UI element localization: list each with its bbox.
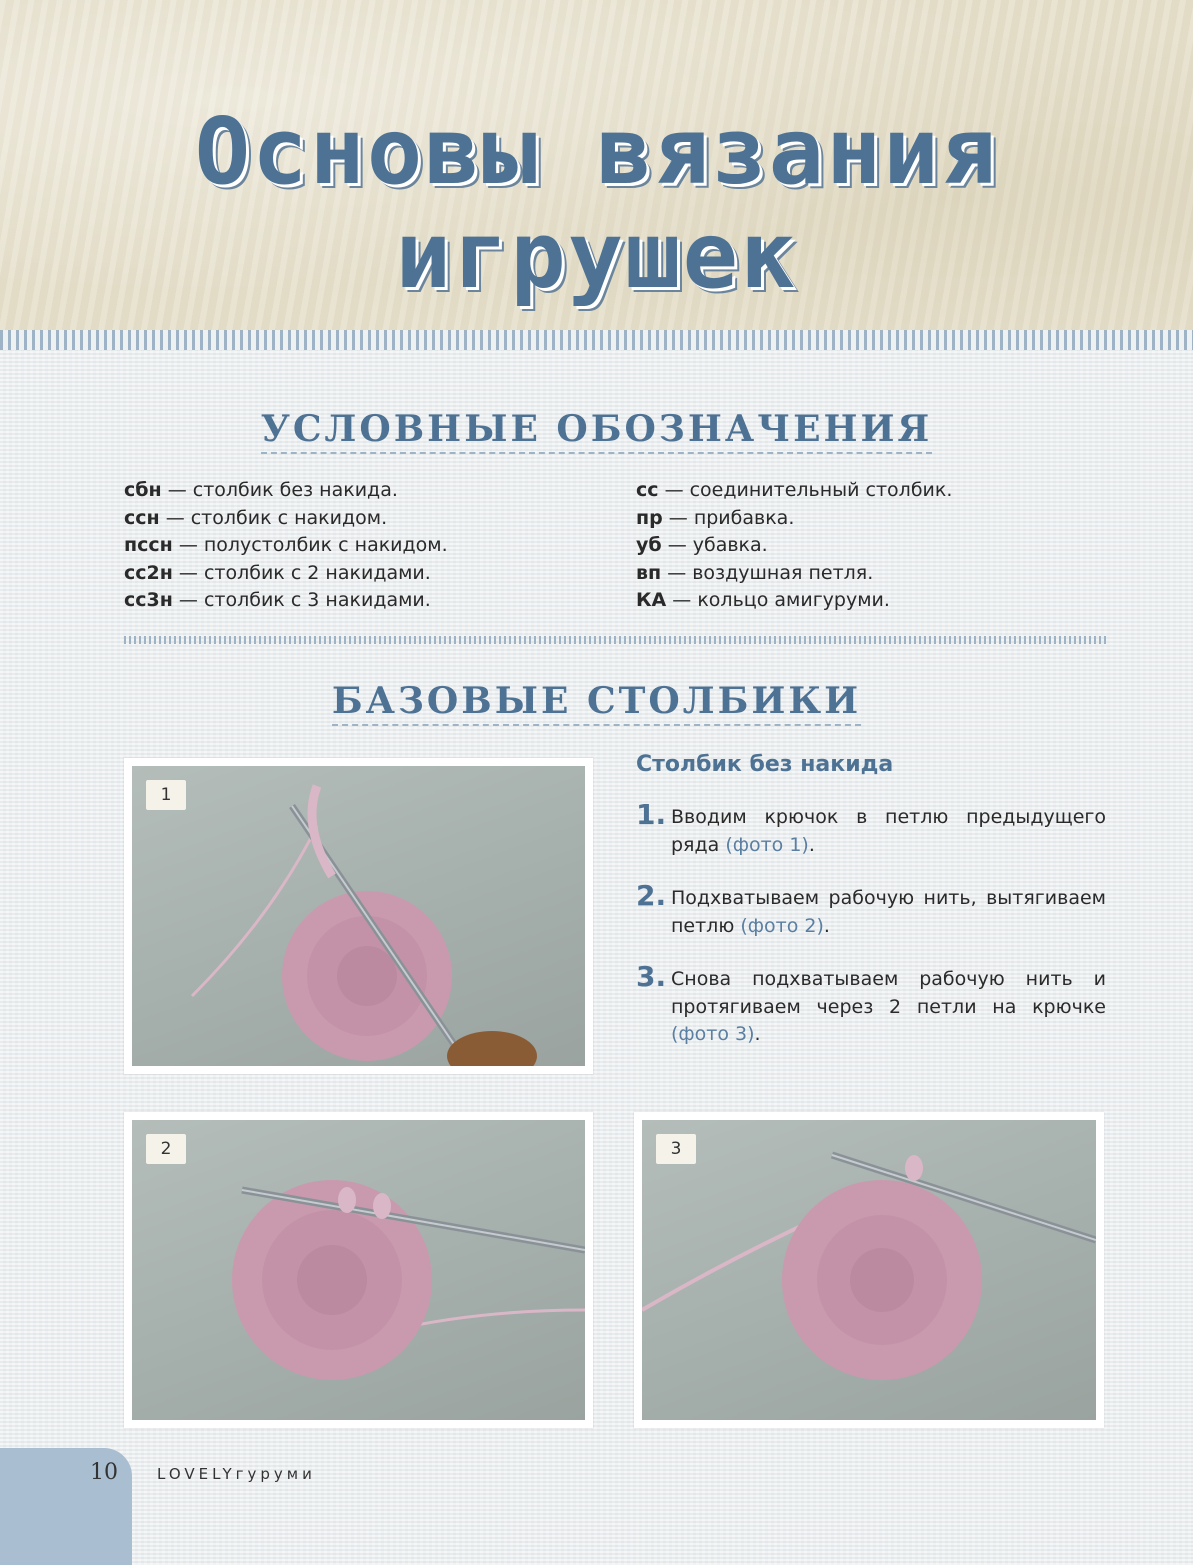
photo-1 [124, 758, 593, 1074]
legend-item [124, 505, 448, 533]
section-divider [124, 636, 1106, 644]
legend-abbr: пссн [124, 534, 173, 556]
legend-text: — кольцо амигуруми. [666, 589, 890, 611]
page-number: 10 [90, 1460, 118, 1485]
crochet-photo-2-illustration [132, 1120, 585, 1420]
photo-3-image [642, 1120, 1096, 1420]
legend-item [124, 477, 448, 505]
legend-text: — соединительный столбик. [658, 479, 953, 501]
legend-item [636, 560, 952, 588]
legend-text: — столбик без накида. [161, 479, 398, 501]
legend-item [636, 532, 952, 560]
step-text-main: Подхватываем рабочую нить, вытягиваем петлю [671, 887, 1106, 937]
step-text [671, 885, 1106, 940]
legend-abbr: КА [636, 589, 667, 611]
legend-text: — воздушная петля. [661, 561, 874, 584]
legend-item [124, 560, 448, 588]
crochet-photo-3-illustration [642, 1120, 1096, 1420]
step-text-main: Снова подхватываем рабочую нить и протягиваем через 2 петли на крючке [671, 968, 1106, 1018]
page-title-line2: игрушек [395, 202, 798, 309]
photo-reference: (фото 3) [671, 1023, 755, 1045]
legend-text: — прибавка. [662, 506, 795, 529]
page-title-line1: Основы вязания [194, 98, 999, 205]
legend-abbr: уб [636, 534, 662, 556]
crochet-photo-1-illustration [132, 766, 585, 1066]
basics-title [0, 680, 1193, 722]
instruction-step-3 [636, 960, 1106, 1049]
legend-abbr: ссн [124, 506, 160, 529]
step-number: 3. [636, 960, 667, 993]
photo-number-badge: 2 [146, 1134, 186, 1164]
step-text-end: . [808, 833, 815, 856]
photo-2-image [132, 1120, 585, 1420]
legend-title-text: УСЛОВНЫЕ ОБОЗНАЧЕНИЯ [261, 408, 933, 454]
step-text [671, 966, 1106, 1049]
step-number: 2. [636, 879, 667, 912]
step-text-main: Вводим крючок в петлю предыдущего ряда [671, 806, 1106, 856]
legend-abbr: сбн [124, 479, 162, 501]
step-number: 1. [636, 798, 667, 831]
legend-title [0, 408, 1193, 450]
legend-text: — полустолбик с накидом. [172, 534, 448, 556]
legend-item [636, 477, 952, 505]
legend-abbr: сс3н [124, 589, 173, 611]
brand-name: LOVELYгуруми [157, 1465, 316, 1483]
photo-3 [634, 1112, 1104, 1428]
legend-abbr: пр [636, 506, 663, 529]
legend-left-column [124, 477, 448, 615]
step-text-end: . [754, 1023, 761, 1045]
legend-text: — столбик с 2 накидами. [172, 561, 431, 584]
legend-text: — убавка. [661, 534, 768, 556]
legend-text: — столбик с 3 накидами. [172, 589, 431, 611]
legend-text: — столбик с накидом. [159, 506, 388, 529]
legend-item [124, 532, 448, 560]
photo-reference: (фото 2) [740, 914, 824, 937]
instruction-title: Столбик без накида [636, 752, 894, 777]
legend-right-column [636, 477, 952, 615]
photo-2 [124, 1112, 593, 1428]
legend-item [636, 587, 952, 615]
legend-abbr: сс [636, 479, 659, 501]
photo-number-badge: 1 [146, 780, 186, 810]
legend-abbr: сс2н [124, 561, 173, 584]
page-title [0, 100, 1193, 308]
photo-reference: (фото 1) [725, 833, 809, 856]
photo-number-badge: 3 [656, 1134, 696, 1164]
instruction-step-2 [636, 879, 1106, 940]
basics-title-text: БАЗОВЫЕ СТОЛБИКИ [332, 680, 861, 726]
step-text-end: . [823, 914, 830, 937]
legend-abbr: вп [636, 561, 662, 584]
step-text [671, 804, 1106, 859]
legend-item [636, 505, 952, 533]
photo-1-image [132, 766, 585, 1066]
instruction-step-1 [636, 798, 1106, 859]
legend-item [124, 587, 448, 615]
